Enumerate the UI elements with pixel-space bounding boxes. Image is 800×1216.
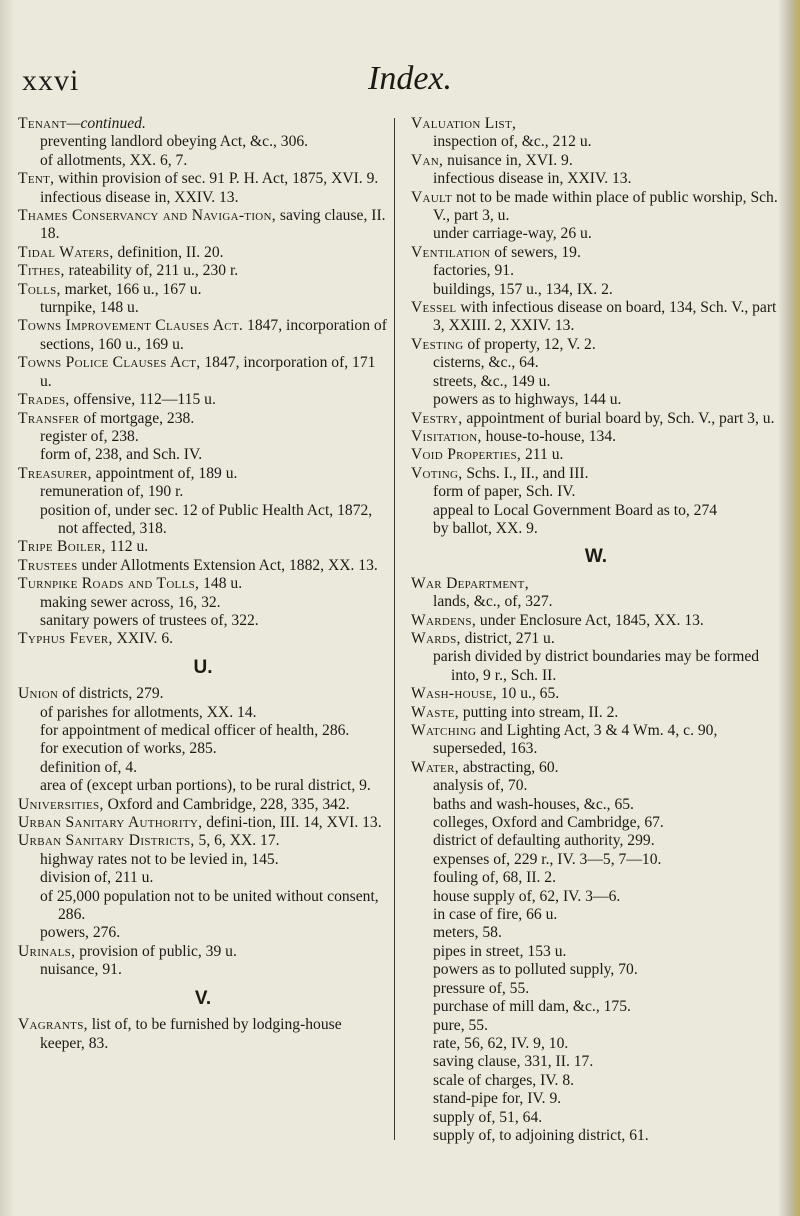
entry-text: 112 u.: [105, 538, 149, 556]
index-subentry: position of, under sec. 12 of Public Health Act, 1872, not affected, 318.: [40, 501, 373, 537]
index-subentry: preventing landlord obeying Act, &c., 306.: [40, 133, 309, 151]
index-entry: [411, 336, 781, 354]
index-entry: [18, 354, 388, 391]
entry-heading: Treasurer,: [18, 464, 92, 482]
index-subentry: form of paper, Sch. IV.: [433, 483, 576, 501]
index-subentry: in case of fire, 66 u.: [433, 906, 558, 924]
section-letter: W.: [584, 546, 608, 568]
entry-heading: Tenant: [18, 115, 67, 132]
entry-heading: Tent,: [18, 170, 55, 188]
entry-text: definition, II. 20.: [113, 243, 224, 261]
entry-text: 211 u.: [521, 446, 564, 464]
entry-heading: Universities,: [18, 795, 104, 813]
entry-text: of districts, 279.: [58, 685, 164, 703]
index-subentry: lands, &c., of, 327.: [433, 593, 553, 611]
entry-heading: Trades,: [18, 391, 70, 409]
index-subentry: meters, 58.: [433, 924, 502, 942]
entry-heading: Valuation List,: [411, 115, 517, 132]
entry-text: —continued.: [66, 115, 146, 132]
entry-text: Oxford and Cambridge, 228, 335, 342.: [103, 795, 350, 813]
entry-text: appointment of, 189 u.: [91, 464, 238, 482]
entry-heading: Vesting: [411, 335, 464, 353]
entry-heading: Ventilation: [411, 243, 491, 261]
entry-heading: Urinals,: [18, 942, 76, 960]
index-subentry: powers, 276.: [40, 924, 121, 942]
index-subentry: of 25,000 population not to be united without consent, 286.: [40, 887, 379, 924]
index-entry: [18, 281, 388, 299]
entry-text: 1847, incorporation of, 171 u.: [40, 354, 376, 390]
entry-text: under Enclosure Act, 1845, XX. 13.: [476, 611, 704, 629]
index-subentry: expenses of, 229 r., IV. 3—5, 7—10.: [433, 850, 662, 868]
index-subentry: supply of, 51, 64.: [433, 1108, 543, 1126]
page-number: xxvi: [22, 64, 80, 97]
entry-heading: Thames Conservancy and Naviga-tion,: [18, 207, 276, 225]
page-title: Index.: [368, 60, 453, 97]
index-subentry: of parishes for allotments, XX. 14.: [40, 703, 257, 721]
index-subentry: streets, &c., 149 u.: [433, 372, 551, 390]
entry-text: under Allotments Extension Act, 1882, XX. 13.: [77, 556, 378, 574]
index-column-left: [18, 115, 388, 1053]
entry-text: appointment of burial board by, Sch. V., part 3, u.: [462, 409, 775, 427]
index-subentry: infectious disease in, XXIV. 13.: [40, 188, 239, 206]
entry-heading: Typhus Fever,: [18, 630, 113, 648]
entry-text: nuisance in, XVI. 9.: [443, 151, 573, 169]
entry-heading: Vagrants,: [18, 1016, 88, 1034]
index-subentry: by ballot, XX. 9.: [433, 519, 538, 537]
entry-heading: Waste,: [411, 703, 459, 721]
index-entry: [18, 685, 388, 703]
index-entry: [411, 704, 781, 722]
index-subentry: parish divided by district boundaries may be formed into, 9 r., Sch. II.: [433, 648, 760, 684]
entry-text: of property, 12, V. 2.: [463, 335, 596, 353]
index-subentry: infectious disease in, XXIV. 13.: [433, 170, 632, 188]
entry-text: of sewers, 19.: [490, 243, 581, 261]
index-subentry: fouling of, 68, II. 2.: [433, 869, 556, 887]
entry-text: Schs. I., II., and III.: [462, 464, 589, 482]
entry-heading: War Department,: [411, 574, 529, 592]
index-subentry: making sewer across, 16, 32.: [40, 593, 221, 611]
entry-heading: Tidal Waters,: [18, 243, 114, 261]
entry-text: provision of public, 39 u.: [75, 942, 237, 960]
entry-heading: Transfer: [18, 409, 80, 427]
index-entry: [18, 207, 388, 244]
entry-text: market, 166 u., 167 u.: [60, 280, 202, 298]
index-entry: [18, 262, 388, 280]
index-entry: [18, 1016, 388, 1053]
entry-heading: Urban Sanitary Authority,: [18, 814, 203, 832]
entry-heading: Tripe Boiler,: [18, 538, 106, 556]
gutter-shadow: [0, 0, 14, 1216]
index-subentry: for execution of works, 285.: [40, 740, 217, 758]
entry-heading: Vault: [411, 188, 453, 206]
entry-text: rateability of, 211 u., 230 r.: [64, 262, 239, 280]
index-subentry: powers as to highways, 144 u.: [433, 391, 622, 409]
entry-heading: Turnpike Roads and Tolls,: [18, 575, 200, 593]
index-entry: [18, 410, 388, 428]
index-subentry: buildings, 157 u., 134, IX. 2.: [433, 280, 613, 298]
entry-heading: Watching: [411, 722, 477, 739]
column-divider: [394, 118, 395, 1140]
index-entry: [411, 189, 781, 226]
entry-text: and Lighting Act, 3 & 4 Wm. 4, c. 90, superseded, 163.: [433, 722, 718, 758]
entry-heading: Void Properties,: [411, 446, 522, 464]
index-subentry: definition of, 4.: [40, 758, 138, 776]
entry-heading: Wards,: [411, 629, 461, 647]
entry-heading: Trustees: [18, 556, 78, 574]
index-entry: [411, 575, 781, 593]
entry-text: 5, 6, XX. 17.: [194, 832, 280, 850]
entry-text: within provision of sec. 91 P. H. Act, 1875, XVI. 9.: [54, 170, 379, 188]
index-subentry: remuneration of, 190 r.: [40, 483, 184, 501]
index-entry: [18, 317, 388, 354]
index-subentry: factories, 91.: [433, 262, 514, 280]
index-subentry: form of, 238, and Sch. IV.: [40, 446, 203, 464]
index-entry: [18, 796, 388, 814]
entry-text: saving clause, II. 18.: [40, 207, 386, 243]
entry-text: house-to-house, 134.: [481, 427, 617, 445]
index-column-right: [411, 115, 781, 1145]
index-subentry: supply of, to adjoining district, 61.: [433, 1126, 649, 1144]
index-subentry: powers as to polluted supply, 70.: [433, 961, 638, 979]
index-subentry: division of, 211 u.: [40, 869, 154, 887]
entry-heading: Towns Police Clauses Act,: [18, 354, 201, 372]
index-entry: [18, 575, 388, 593]
index-entry: [18, 630, 388, 648]
page-edge-strip: [794, 0, 800, 1216]
entry-heading: Vessel: [411, 299, 457, 317]
index-entry: [18, 391, 388, 409]
entry-heading: Voting,: [411, 464, 463, 482]
index-subentry: stand-pipe for, IV. 9.: [433, 1090, 562, 1108]
index-entry: [411, 299, 781, 336]
entry-heading: Towns Improvement Clauses Act.: [18, 317, 244, 335]
index-entry: [18, 465, 388, 483]
index-subentry: pipes in street, 153 u.: [433, 942, 567, 960]
index-entry: [411, 612, 781, 630]
index-subentry: colleges, Oxford and Cambridge, 67.: [433, 814, 664, 832]
index-subentry: scale of charges, IV. 8.: [433, 1071, 575, 1089]
index-subentry: saving clause, 331, II. 17.: [433, 1053, 594, 1071]
entry-text: 10 u., 65.: [496, 685, 560, 703]
index-entry: [18, 170, 388, 188]
index-entry: [18, 244, 388, 262]
entry-text: defini-tion, III. 14, XVI. 13.: [202, 814, 382, 832]
entry-text: putting into stream, II. 2.: [458, 703, 619, 721]
index-subentry: rate, 56, 62, IV. 9, 10.: [433, 1034, 569, 1052]
entry-text: XXIV. 6.: [112, 630, 174, 648]
index-entry: [18, 115, 388, 133]
entry-text: abstracting, 60.: [458, 758, 559, 776]
index-subentry: appeal to Local Government Board as to, 274: [433, 501, 718, 519]
index-subentry: pressure of, 55.: [433, 979, 530, 997]
index-subentry: pure, 55.: [433, 1016, 488, 1034]
index-subentry: sanitary powers of trustees of, 322.: [40, 611, 259, 629]
index-entry: [411, 446, 781, 464]
index-entry: [18, 943, 388, 961]
index-subentry: inspection of, &c., 212 u.: [433, 133, 592, 151]
index-subentry: cisterns, &c., 64.: [433, 354, 539, 372]
index-entry: [18, 557, 388, 575]
entry-heading: Urban Sanitary Districts,: [18, 832, 195, 850]
entry-heading: Tolls,: [18, 280, 61, 298]
index-entry: [411, 410, 781, 428]
index-subentry: turnpike, 148 u.: [40, 299, 139, 317]
index-entry: [411, 115, 781, 133]
index-subentry: nuisance, 91.: [40, 961, 122, 979]
entry-heading: Wardens,: [411, 611, 477, 629]
index-entry: [18, 538, 388, 556]
index-subentry: area of (except urban portions), to be rural district, 9.: [40, 777, 371, 795]
entry-heading: Wash-house,: [411, 685, 497, 703]
entry-heading: Water,: [411, 758, 459, 776]
index-entry: [18, 832, 388, 850]
index-subentry: district of defaulting authority, 299.: [433, 832, 655, 850]
entry-text: district, 271 u.: [460, 629, 555, 647]
index-subentry: baths and wash-houses, &c., 65.: [433, 795, 634, 813]
index-subentry: register of, 238.: [40, 427, 139, 445]
index-entry: [411, 152, 781, 170]
entry-text: with infectious disease on board, 134, Sch. V., part 3, XXIII. 2, XXIV. 13.: [433, 299, 777, 335]
index-entry: [411, 630, 781, 648]
index-subentry: highway rates not to be levied in, 145.: [40, 850, 279, 868]
entry-text: list of, to be furnished by lodging-house keeper, 83.: [40, 1016, 342, 1052]
entry-text: offensive, 112—115 u.: [69, 391, 216, 409]
section-letter: V.: [194, 987, 212, 1009]
section-letter: U.: [193, 656, 213, 678]
index-subentry: house supply of, 62, IV. 3—6.: [433, 887, 621, 905]
index-entry: [411, 244, 781, 262]
index-entry: [411, 465, 781, 483]
entry-heading: Union: [18, 685, 59, 703]
index-subentry: purchase of mill dam, &c., 175.: [433, 998, 631, 1016]
index-entry: [411, 722, 781, 759]
entry-heading: Vestry,: [411, 409, 463, 427]
index-subentry: of allotments, XX. 6, 7.: [40, 151, 188, 169]
entry-text: of mortgage, 238.: [79, 409, 195, 427]
index-entry: [411, 428, 781, 446]
index-subentry: for appointment of medical officer of health, 286.: [40, 722, 350, 739]
index-entry: [411, 685, 781, 703]
index-entry: [18, 814, 388, 832]
entry-heading: Van,: [411, 151, 444, 169]
index-subentry: under carriage-way, 26 u.: [433, 225, 592, 243]
index-entry: [411, 759, 781, 777]
entry-text: 148 u.: [199, 575, 243, 593]
entry-heading: Visitation,: [411, 427, 482, 445]
entry-text: not to be made within place of public worship, Sch. V., part 3, u.: [433, 188, 778, 225]
entry-text: 1847, incorporation of sections, 160 u., 169 u.: [40, 317, 387, 353]
entry-heading: Tithes,: [18, 262, 65, 280]
index-subentry: analysis of, 70.: [433, 777, 528, 795]
